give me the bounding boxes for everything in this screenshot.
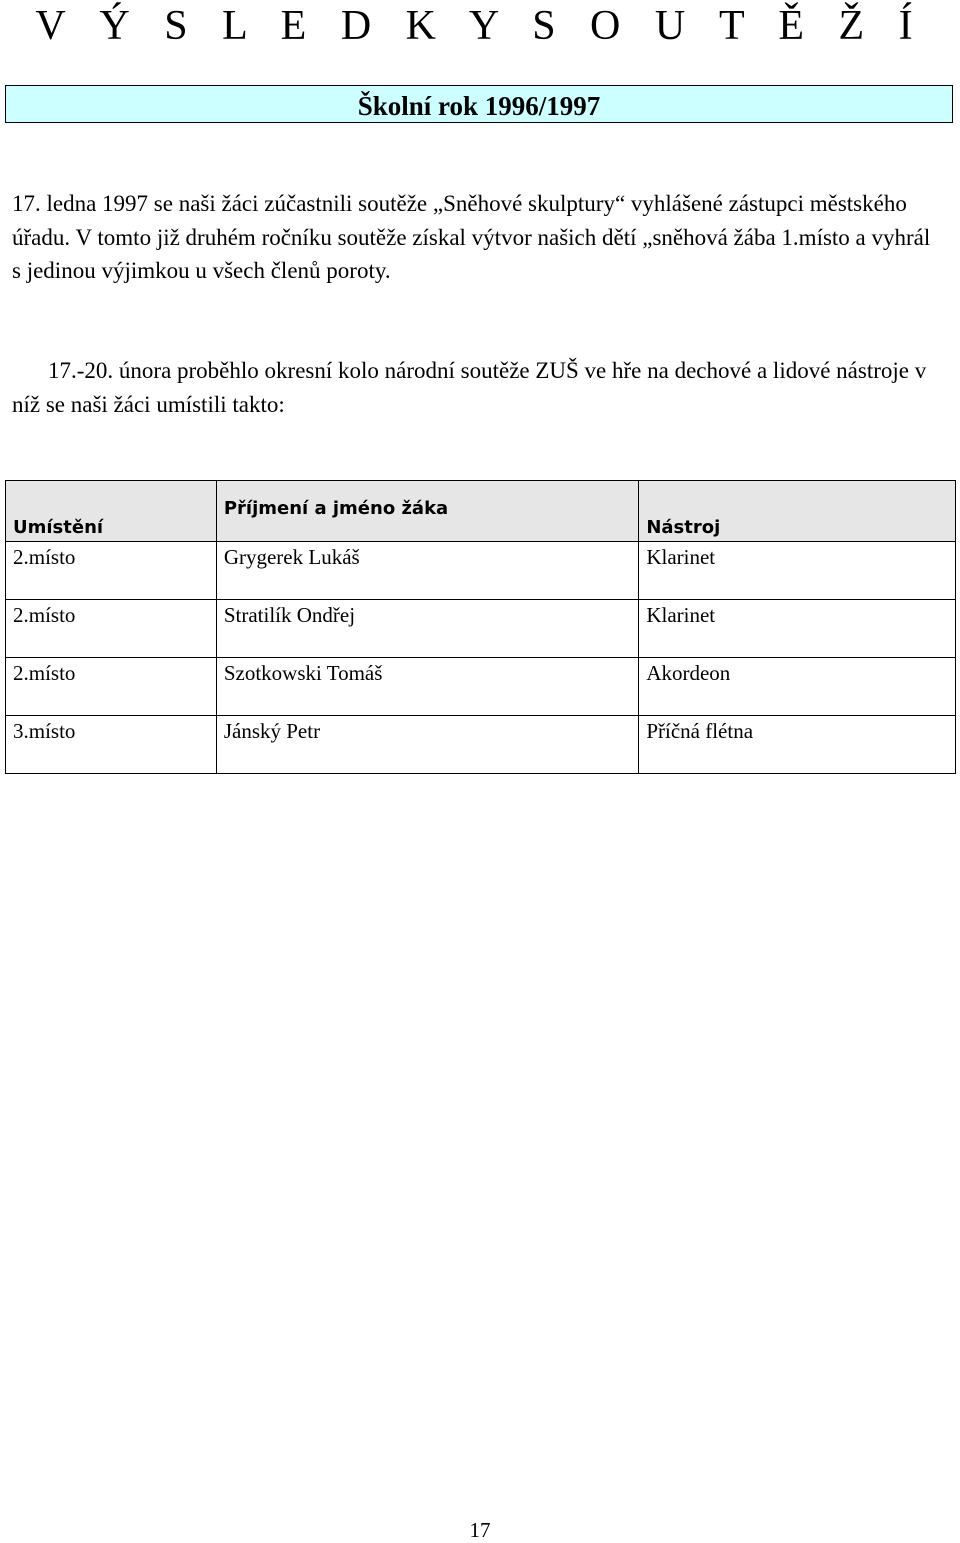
cell-student-name: Stratilík Ondřej xyxy=(216,600,639,658)
results-table xyxy=(5,480,956,774)
cell-instrument: Akordeon xyxy=(639,658,956,716)
cell-instrument: Příčná flétna xyxy=(639,716,956,774)
table-row xyxy=(6,658,956,716)
cell-placement: 2.místo xyxy=(6,658,217,716)
cell-placement: 2.místo xyxy=(6,542,217,600)
header-instrument: Nástroj xyxy=(639,481,956,542)
cell-placement: 3.místo xyxy=(6,716,217,774)
cell-instrument: Klarinet xyxy=(639,600,956,658)
cell-placement: 2.místo xyxy=(6,600,217,658)
paragraph-snow-sculptures: 17. ledna 1997 se naši žáci zúčastnili soutěže „Sněhové skulptury“ vyhlášené zástupci městského úřadu. V tomto již druhém ročníku soutěže získal výtvor našich dětí „sněhová žába 1.místo a vyhrál s jedinou výjimkou u všech členů poroty. xyxy=(12,191,931,283)
table-row xyxy=(6,600,956,658)
school-year-banner: Školní rok 1996/1997 xyxy=(5,85,953,123)
cell-student-name: Jánský Petr xyxy=(216,716,639,774)
table-row xyxy=(6,542,956,600)
cell-student-name: Grygerek Lukáš xyxy=(216,542,639,600)
page-number: 17 xyxy=(469,1518,491,1542)
header-placement: Umístění xyxy=(6,481,217,542)
table-header-row xyxy=(6,481,956,542)
cell-instrument: Klarinet xyxy=(639,542,956,600)
page-title: V Ý S L E D K Y S O U T Ě Ž Í xyxy=(35,3,925,49)
paragraph-competition: 17.-20. února proběhlo okresní kolo národní soutěže ZUŠ ve hře na dechové a lidové nástroje v níž se naši žáci umístili takto: xyxy=(12,358,927,417)
table-row xyxy=(6,716,956,774)
header-student-name: Příjmení a jméno žáka xyxy=(216,481,639,542)
cell-student-name: Szotkowski Tomáš xyxy=(216,658,639,716)
